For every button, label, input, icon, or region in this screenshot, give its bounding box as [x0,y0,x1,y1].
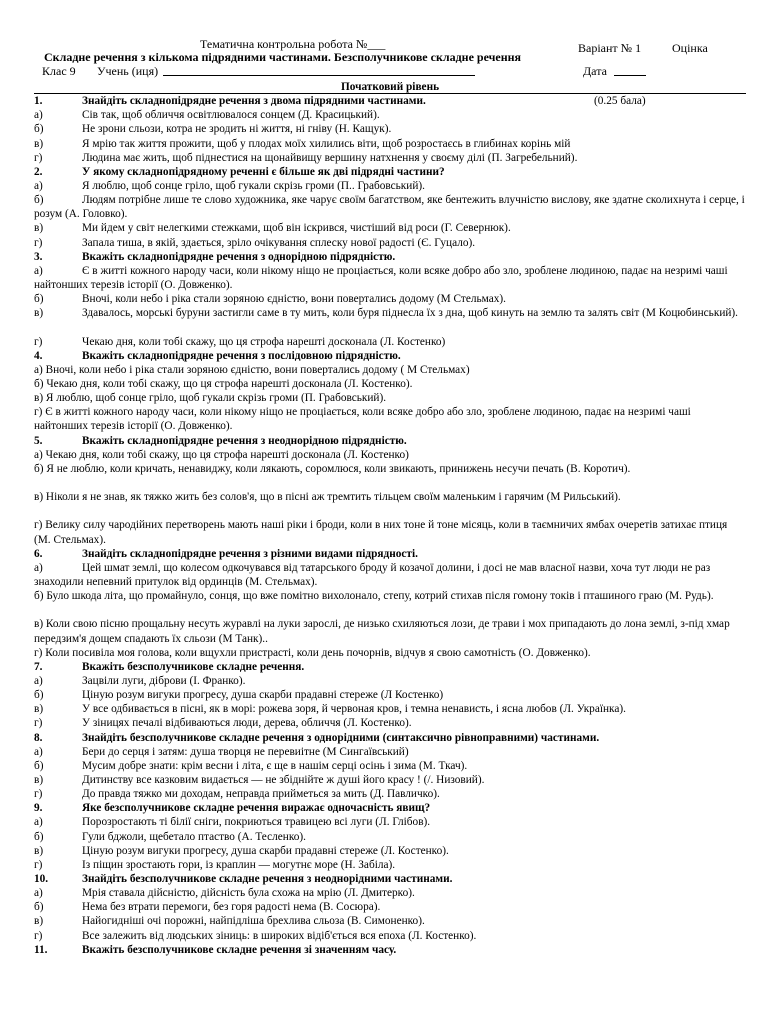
option-text: а) Вночі, коли небо і ріка стали зоряною єдністю, вони повертались додому ( М Стельмах) [34,363,470,376]
answer-option [34,221,746,235]
option-text: Сів так, щоб обличчя освітлювалося сонцем (Д. Красицький). [82,109,380,122]
questions-list [34,80,746,957]
option-letter: в) [34,137,44,150]
question-text: Знайдіть складнопідрядне речення з різними видами підрядності. [82,547,418,560]
answer-option [34,914,746,928]
option-text: До правда тяжко ми доходам, неправда прийметься за мить (Д. Павличко). [82,788,440,801]
answer-option [34,292,746,306]
option-text: Не зрони сльози, котра не зродить ні життя, ні гніву (Н. Кащук). [82,123,392,136]
answer-option [34,886,746,900]
option-text: г) Велику силу чародійних перетворень мають наші ріки і броди, коли в них тоне й тоне місяць, коли в таємничих ямбах очеретів затихає птиця (М. Стельмах). [34,519,728,546]
option-letter: а) [34,887,43,900]
question-heading [34,434,746,448]
answer-option [34,405,746,433]
option-letter: в) [34,844,44,857]
question-heading [34,94,746,108]
option-text: г) Є в житті кожного народу часи, коли нікому ніщо не проціається, коли всяке добро або зло, зроблене людиною, падає на незримі чаші найтонших терезів історії (О. Довженко). [34,406,691,433]
option-text: Ціную розум вигуки прогресу, душа скарби прадавні стереже (Л Костенко) [82,689,444,702]
option-text: Я люблю, щоб сонце гріло, щоб гукали скрізь громи (П.. Грабовський). [82,179,425,192]
option-letter: в) [34,307,44,320]
question-number: 11. [34,943,48,956]
question-number: 10. [34,873,49,886]
answer-option [34,561,746,589]
answer-option [34,759,746,773]
question-heading [34,165,746,179]
question-number: 5. [34,434,43,447]
answer-option [34,844,746,858]
option-text: У все одбивається в пісні, як в морі: рожева зоря, й червоная кров, і темна ненависть, і ясна любов (Л. Українка). [82,703,626,716]
answer-option [34,264,746,292]
option-letter: г) [34,858,43,871]
option-letter: а) [34,109,43,122]
option-text: г) Коли посивіла моя голова, коли вщухли пристрасті, коли день почорнів, відчув я свою самотність (О. Довженко). [34,646,591,659]
option-text: б) Я не люблю, коли кричать, ненавиджу, коли лякають, соромлюся, коли звикають, принижень несучи печать (В. Коротич). [34,462,631,475]
answer-option [34,335,746,349]
question-number: 2. [34,165,43,178]
question-number: 7. [34,660,43,673]
question-number: 1. [34,95,43,108]
answer-option [34,716,746,730]
option-letter: в) [34,222,44,235]
question-heading [34,660,746,674]
question-heading [34,547,746,561]
option-text: а) Чекаю дня, коли тобі скажу, що ця строфа нарешті досконала (Л. Костенко) [34,448,409,461]
option-letter: б) [34,759,44,772]
question-number: 9. [34,802,43,815]
question-heading [34,801,746,815]
option-text: Зацвіли луги, діброви (І. Франко). [82,675,246,688]
answer-option [34,589,746,617]
option-text: Є в житті кожного народу часи, коли нікому ніщо не проціається, коли всяке добро або зло, зроблене людиною, падає на незримі чаші найтонших терезів історії (О. Довженко). [34,264,728,291]
question-text: Знайдіть безсполучникове складне речення з однорідними (синтаксично рівноправними) частинами. [82,731,600,744]
option-text: Порозростають ті білії сніги, покриються травицею всі луги (Л. Глібов). [82,816,431,829]
question-heading [34,250,746,264]
section-title: Початковий рівень [34,80,746,94]
pupil-label: Учень (иця) [97,64,159,78]
option-text: Я мрію так життя прожити, щоб у плодах моїх хилились віти, щоб розростаєсь в глибинах корінь мій [82,137,571,150]
answer-option [34,518,746,546]
answer-option [34,462,746,490]
option-letter: г) [34,236,43,249]
option-letter: а) [34,816,43,829]
option-text: Мусим добре знати: крім весни і літа, є ще в нашім серці осінь і зима (М. Ткач). [82,759,468,772]
answer-option [34,830,746,844]
option-text: Гули бджоли, щебетало птаство (А. Тесленко). [82,830,306,843]
answer-option [34,179,746,193]
option-letter: б) [34,293,44,306]
answer-option [34,377,746,391]
option-text: б) Чекаю дня, коли тобі скажу, що ця строфа нарешті досконала (Л. Костенко). [34,378,413,390]
question-text: Вкажіть безсполучникове складне речення зі значенням часу. [82,943,397,956]
question-text: У якому складнопідрядному реченні є більше як дві підрядні частини? [82,165,445,178]
option-letter: б) [34,194,44,207]
answer-option [34,617,746,645]
option-letter: б) [34,901,44,914]
question-text: Вкажіть складнопідрядне речення з однорідною підрядністю. [82,250,396,263]
pupil-name-blank [163,64,475,79]
option-text: Вночі, коли небо і ріка стали зоряною єдністю, вони повертались додому (М Стельмах). [82,293,506,306]
option-letter: б) [34,830,44,843]
answer-option [34,391,746,405]
question-text: Вкажіть складнопідрядне речення з послідовною підрядністю. [82,349,401,362]
option-letter: б) [34,123,44,136]
option-text: Все залежить від людських зіниць: в широких відіб'ється вся епоха (Л. Костенко). [82,929,477,942]
option-text: в) Ніколи я не знав, як тяжко жить без солов'я, що в пісні аж тремтить тільцем своїм маленьким і гарячим (М Рильський). [34,491,621,504]
option-letter: в) [34,703,44,716]
answer-option [34,702,746,716]
question-heading [34,349,746,363]
answer-option [34,236,746,250]
option-letter: г) [34,335,43,348]
points-label: (0.25 бала) [594,95,646,108]
answer-option [34,108,746,122]
date-label: Дата [583,64,607,78]
option-text: Бери до серця і затям: душа творця не перевиітне (М Сингаївський) [82,745,409,758]
option-text: Людям потрібне лише те слово художника, яке чарує своїм багатством, яке бентежить влучністю вислову, яке здатне сколихнута і серце, і розум (А. Головко). [34,194,745,221]
option-text: Людина має жить, щоб піднестися на щонайвищу вершину натхнення у своєму ділі (П. Загребельний). [82,151,578,164]
date-blank [614,64,646,79]
option-text: У зіницях печалі відбиваються люди, дерева, обличчя (Л. Костенко). [82,717,412,730]
option-text: Ціную розум вигуки прогресу, душа скарби прадавні стереже (Л. Костенко). [82,844,449,857]
answer-option [34,490,746,518]
class-label: Клас 9 [42,64,76,78]
option-letter: б) [34,689,44,702]
option-text: Найогидніші очі порожні, найпідліша брехлива сльоза (В. Симоненко). [82,915,425,928]
option-text: Чекаю дня, коли тобі скажу, що ця строфа нарешті досконала (Л. Костенко) [82,335,446,348]
question-text: Яке безсполучникове складне речення виражає одночасність явищ? [82,802,431,815]
answer-option [34,122,746,136]
work-title: Тематична контрольна робота №___ [200,37,386,51]
option-letter: в) [34,774,44,787]
grade-label: Оцінка [672,41,708,55]
option-letter: а) [34,675,43,688]
question-heading [34,872,746,886]
option-letter: а) [34,561,43,574]
option-letter: г) [34,788,43,801]
option-text: Цей шмат землі, що колесом одкочувався від татарського броду й козачої долини, і досі не мав власної назви, хоча тут люди не раз знаходили непевний притулок від ординців (М. Стельмах). [34,561,711,589]
worksheet-subtitle: Складне речення з кількома підрядними частинами. Безсполучникове складне речення [44,50,522,64]
question-text: Знайдіть складнопідрядне речення з двома підрядними частинами. [82,95,426,108]
option-text: Дитинству все казковим видається — не збіднійте ж душі його красу ! (/. Низовий). [82,774,485,787]
answer-option [34,137,746,151]
question-number: 8. [34,731,43,744]
question-number: 4. [34,349,43,362]
answer-option [34,363,746,377]
answer-option [34,646,746,660]
answer-option [34,306,746,334]
answer-option [34,929,746,943]
answer-option [34,787,746,801]
option-letter: а) [34,264,43,277]
answer-option [34,688,746,702]
question-text: Знайдіть безсполучникове складне речення з неоднорідними частинами. [82,873,453,886]
answer-option [34,773,746,787]
question-text: Вкажіть безсполучникове складне речення. [82,660,305,673]
answer-option [34,900,746,914]
answer-option [34,674,746,688]
option-text: Мрія ставала дійсністю, дійсність була схожа на мрію (Л. Дмитерко). [82,887,415,900]
option-text: Із піщин зростають гори, із краплин — могутнє море (Н. Забіла). [82,858,396,871]
option-text: Запала тиша, в якій, здається, зріло очікування сплеску нової радості (Є. Гуцало). [82,236,476,249]
option-letter: г) [34,717,43,730]
question-heading [34,731,746,745]
option-text: б) Було шкода літа, що промайнуло, сонця, що вже помітно вихолонало, степу, котрий стихав після гомону токів і пташиного граю (М. Рудь). [34,590,714,603]
answer-option [34,815,746,829]
option-letter: г) [34,151,43,164]
option-text: Нема без втрати перемоги, без горя радості нема (В. Сосюра). [82,901,381,914]
option-letter: а) [34,745,43,758]
question-number: 3. [34,250,43,263]
answer-option [34,745,746,759]
option-text: в) Коли свою пісню прощальну несуть журавлі на луки зарослі, де низько схиляються лози, де трави і мох припадають до лона землі, з-під хмар передзим'я дощем спадають їх сльози (М Танк).. [34,618,730,645]
variant-label: Варіант № 1 [578,41,642,55]
option-text: в) Я люблю, щоб сонце гріло, щоб гукали скрізь громи (П. Грабовський). [34,392,387,405]
answer-option [34,858,746,872]
question-heading [34,943,746,957]
question-text: Вкажіть складнопідрядне речення з неоднорідною підрядністю. [82,434,407,447]
option-letter: а) [34,179,43,192]
option-text: Ми йдем у світ нелегкими стежками, щоб він іскрився, чистіший від роси (Г. Севернюк). [82,222,511,235]
question-number: 6. [34,547,43,560]
option-letter: в) [34,915,44,928]
answer-option [34,151,746,165]
answer-option [34,448,746,462]
answer-option [34,193,746,221]
option-letter: г) [34,929,43,942]
option-text: Здавалось, морські буруни застигли саме в ту мить, коли буря піднесла їх з дна, щоб кинуть на землю та залять світ (М Коцюбинський). [82,307,738,320]
